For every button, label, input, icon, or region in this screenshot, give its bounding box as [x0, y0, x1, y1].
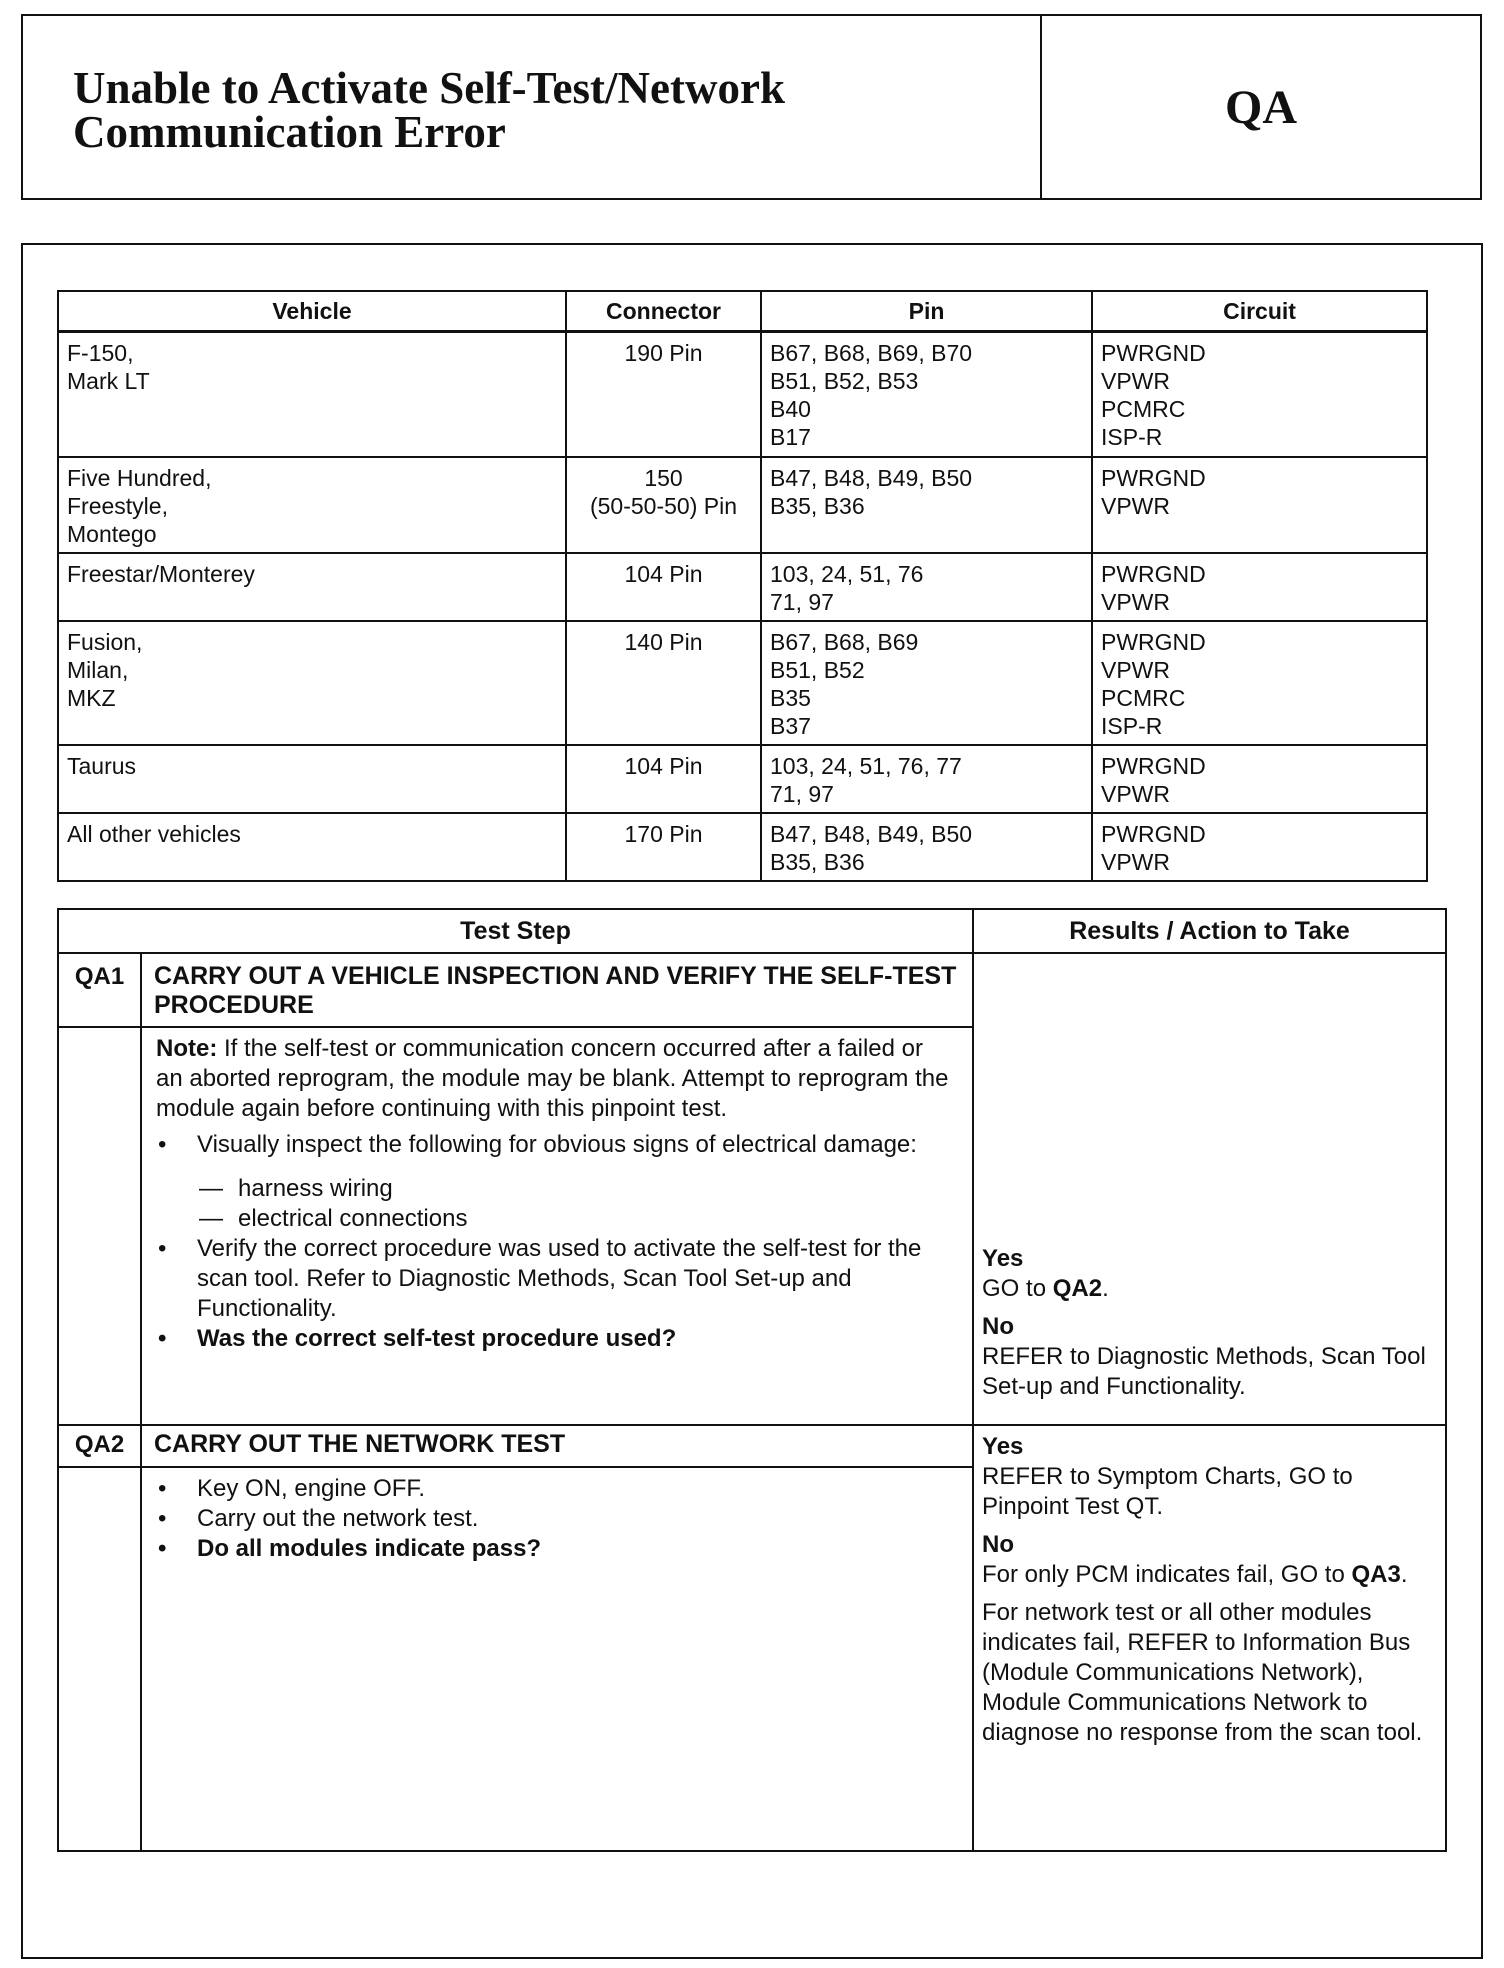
- step-id-spacer: [58, 1467, 141, 1851]
- col-circuit: Circuit: [1092, 291, 1427, 331]
- cell-connector: 104 Pin: [566, 553, 761, 621]
- step-qa2-title-row: [58, 1425, 1446, 1467]
- note-text: If the self-test or communication concern occurred after a failed or an aborted reprogram, the module may be blank. Attempt to reprogram the module again before continuing with this pinpoint test.: [156, 1035, 949, 1122]
- cell-connector: 140 Pin: [566, 621, 761, 745]
- list-item: [156, 1130, 952, 1234]
- test-code: QA: [1225, 80, 1297, 134]
- result-yes-text: [982, 1274, 1437, 1304]
- result-yes-suffix: .: [1102, 1275, 1109, 1302]
- col-pin: Pin: [761, 291, 1092, 331]
- list-item: • Carry out the network test.: [156, 1504, 952, 1534]
- cell-pin: B67, B68, B69, B70 B51, B52, B53 B40 B17: [761, 331, 1092, 457]
- table-row: [58, 457, 1427, 553]
- cell-vehicle: Taurus: [58, 745, 566, 813]
- result-yes-prefix: GO to: [982, 1275, 1053, 1302]
- results-qa2: [973, 1425, 1446, 1851]
- cell-circuit: PWRGND VPWR: [1092, 553, 1427, 621]
- result-no-suffix: .: [1400, 1561, 1408, 1588]
- step-body-qa2: [141, 1467, 973, 1851]
- step-id-spacer: [58, 1027, 141, 1425]
- result-yes-block: [982, 1432, 1437, 1522]
- cell-circuit: PWRGND VPWR: [1092, 745, 1427, 813]
- result-yes-text: REFER to Symptom Charts, GO to Pinpoint Test QT.: [982, 1463, 1353, 1520]
- result-no-label: No: [982, 1313, 1015, 1340]
- page-title: Unable to Activate Self-Test/Network Communication Error: [73, 63, 785, 157]
- cell-circuit: PWRGND VPWR PCMRC ISP-R: [1092, 331, 1427, 457]
- cell-pin: 103, 24, 51, 76 71, 97: [761, 553, 1092, 621]
- cell-vehicle: Fusion, Milan, MKZ: [58, 621, 566, 745]
- results-qa1: [973, 953, 1446, 1425]
- step-title-qa1: CARRY OUT A VEHICLE INSPECTION AND VERIFY THE SELF-TEST PROCEDURE: [141, 953, 973, 1027]
- step-bullets: [156, 1130, 952, 1354]
- result-yes-label: Yes: [982, 1433, 1024, 1460]
- list-item: — electrical connections: [197, 1204, 952, 1234]
- col-test-step: Test Step: [58, 909, 973, 953]
- cell-connector: 104 Pin: [566, 745, 761, 813]
- cell-circuit: PWRGND VPWR: [1092, 457, 1427, 553]
- note-label: Note:: [156, 1035, 218, 1062]
- step-bullets: [156, 1474, 952, 1564]
- result-yes-target: QA2: [1052, 1275, 1103, 1302]
- col-results: Results / Action to Take: [973, 909, 1446, 953]
- header-title-cell: [23, 16, 1042, 198]
- cell-pin: B47, B48, B49, B50 B35, B36: [761, 813, 1092, 881]
- list-item: — harness wiring: [197, 1174, 952, 1204]
- sub-list: [197, 1174, 952, 1234]
- list-item: • Verify the correct procedure was used to activate the self-test for the scan tool. Refer to Diagnostic Methods, Scan Tool Set-up and Functionality.: [156, 1234, 952, 1324]
- result-yes-block: [982, 1244, 1437, 1304]
- table-row: [58, 745, 1427, 813]
- page-header: [21, 14, 1482, 200]
- cell-pin: B67, B68, B69 B51, B52 B35 B37: [761, 621, 1092, 745]
- table-row: [58, 331, 1427, 457]
- cell-circuit: PWRGND VPWR PCMRC ISP-R: [1092, 621, 1427, 745]
- result-no-target: QA3: [1351, 1561, 1401, 1588]
- cell-pin: B47, B48, B49, B50 B35, B36: [761, 457, 1092, 553]
- step-title-qa2: CARRY OUT THE NETWORK TEST: [141, 1425, 973, 1467]
- step-note: [156, 1034, 952, 1124]
- result-no-label: No: [982, 1531, 1015, 1558]
- result-no-text: REFER to Diagnostic Methods, Scan Tool Set-up and Functionality.: [982, 1343, 1426, 1400]
- test-step-table-header: [58, 909, 1446, 953]
- col-connector: Connector: [566, 291, 761, 331]
- step-id-qa2: QA2: [58, 1425, 141, 1467]
- step-question: • Was the correct self-test procedure used?: [156, 1324, 952, 1354]
- cell-vehicle: F-150, Mark LT: [58, 331, 566, 457]
- cell-connector: 150 (50-50-50) Pin: [566, 457, 761, 553]
- result-no-text: [982, 1560, 1437, 1590]
- cell-circuit: PWRGND VPWR: [1092, 813, 1427, 881]
- result-yes-label: Yes: [982, 1245, 1024, 1272]
- cell-vehicle: Five Hundred, Freestyle, Montego: [58, 457, 566, 553]
- result-no-text-2: For network test or all other modules indicates fail, REFER to Information Bus (Module Communications Network), Module Communications Network to diagnose no response from the scan tool.: [982, 1599, 1423, 1746]
- result-no-prefix: For only PCM indicates fail, GO to: [982, 1561, 1352, 1588]
- cell-pin: 103, 24, 51, 76, 77 71, 97: [761, 745, 1092, 813]
- table-row: [58, 813, 1427, 881]
- cell-connector: 170 Pin: [566, 813, 761, 881]
- step-qa1-title-row: [58, 953, 1446, 1027]
- table-row: [58, 553, 1427, 621]
- result-no-block: [982, 1312, 1437, 1402]
- step-body-qa1: [141, 1027, 973, 1425]
- col-vehicle: Vehicle: [58, 291, 566, 331]
- cell-vehicle: All other vehicles: [58, 813, 566, 881]
- table-row: [58, 621, 1427, 745]
- step-question: • Do all modules indicate pass?: [156, 1534, 952, 1564]
- test-step-table: [57, 908, 1447, 1852]
- connector-table-header: [58, 291, 1427, 331]
- step-id-qa1: QA1: [58, 953, 141, 1027]
- connector-table: [57, 290, 1428, 882]
- list-item: • Key ON, engine OFF.: [156, 1474, 952, 1504]
- cell-connector: 190 Pin: [566, 331, 761, 457]
- cell-vehicle: Freestar/Monterey: [58, 553, 566, 621]
- result-no-block: [982, 1530, 1437, 1590]
- bullet-text: Visually inspect the following for obvious signs of electrical damage:: [197, 1131, 917, 1158]
